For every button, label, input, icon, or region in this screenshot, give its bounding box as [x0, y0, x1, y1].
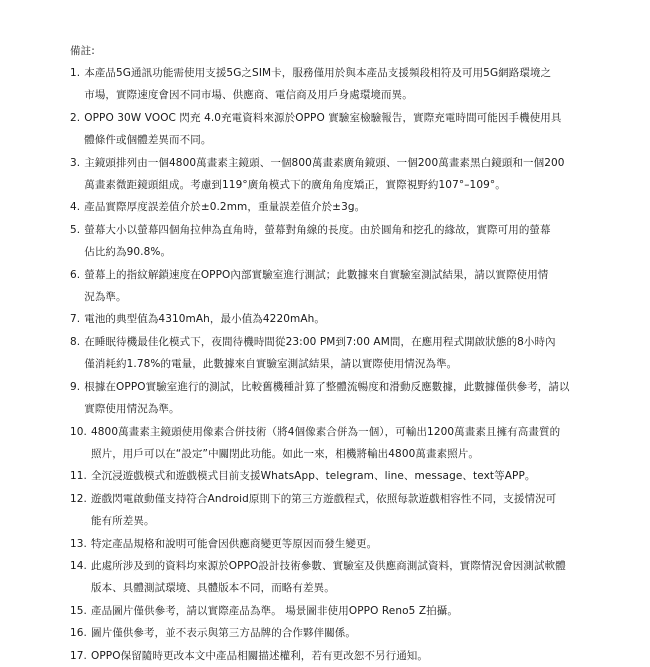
note-line: 電池的典型值為4310mAh，最小值為4220mAh。 [84, 313, 325, 326]
note-item [70, 555, 590, 600]
note-number: 3. [70, 156, 81, 169]
note-item [70, 645, 590, 667]
note-number: 5. [70, 223, 81, 236]
note-line: 產品圖片僅供參考，請以實際產品為準。 場景圖非使用OPPO Reno5 Z拍攝。 [91, 604, 458, 617]
note-line: 遊戲閃電啟動僅支持符合Android原則下的第三方遊戲程式，依照每款遊戲相容性不同，支援情況可 [91, 492, 557, 505]
note-line: 此處所涉及到的資料均來源於OPPO設計技術參數、實驗室及供應商測試資料，實際情況會因測試軟體 [91, 559, 566, 572]
note-number: 17. [70, 649, 87, 662]
note-number: 12. [70, 492, 87, 505]
note-line: 況為準。 [84, 291, 127, 304]
note-number: 15. [70, 604, 87, 617]
note-text [91, 421, 590, 466]
note-text [91, 600, 590, 622]
note-text [84, 219, 590, 264]
note-line: 全沉浸遊戲模式和遊戲模式目前支援WhatsApp、telegram、line、message、text等APP。 [91, 470, 536, 483]
note-text [84, 376, 590, 421]
note-line: 僅消耗約1.78%的電量，此數據來自實驗室測試結果，請以實際使用情況為準。 [84, 358, 458, 371]
note-text [84, 264, 590, 309]
note-line: OPPO 30W VOOC 閃充 4.0充電資料來源於OPPO 實驗室檢驗報告，實際充電時間可能因手機使用具 [84, 111, 562, 124]
note-text [84, 196, 590, 218]
note-line: 實際使用情況為準。 [84, 403, 180, 416]
note-line: 萬畫素微距鏡頭組成。考慮到119°廣角模式下的廣角角度矯正，實際視野約107°–109°。 [84, 179, 506, 192]
note-item [70, 600, 590, 622]
note-item [70, 196, 590, 218]
note-number: 16. [70, 627, 87, 640]
note-number: 6. [70, 268, 81, 281]
note-item [70, 152, 590, 197]
notes-title: 備註: [70, 45, 95, 57]
note-number: 13. [70, 537, 87, 550]
note-text [91, 622, 590, 644]
note-text [91, 465, 590, 487]
note-item [70, 376, 590, 421]
note-item [70, 622, 590, 644]
note-item [70, 107, 590, 152]
note-line: 體條件或個體差異而不同。 [84, 134, 212, 147]
note-line: 主鏡頭排列由一個4800萬畫素主鏡頭、一個800萬畫素廣角鏡頭、一個200萬畫素黑白鏡頭和一個200 [84, 156, 565, 169]
note-item [70, 219, 590, 264]
note-text [91, 533, 590, 555]
note-number: 8. [70, 335, 81, 348]
note-number: 4. [70, 201, 81, 214]
note-line: 根據在OPPO實驗室進行的測試，比較舊機種計算了整體流暢度和滑動反應數據，此數據僅供參考，請以 [84, 380, 570, 393]
note-line: 螢幕大小以螢幕四個角拉伸為直角時，螢幕對角線的長度。由於圓角和挖孔的緣故，實際可用的螢幕 [84, 223, 551, 236]
note-item [70, 308, 590, 330]
note-line: 市場，實際速度會因不同市場、供應商、電信商及用戶身處環境而異。 [84, 89, 413, 102]
note-line: 在睡眠待機最佳化模式下，夜間待機時間從23:00 PM到7:00 AM間，在應用程式開啟狀態的8小時內 [84, 335, 556, 348]
note-line: 圖片僅供參考，並不表示與第三方品牌的合作夥伴關係。 [91, 627, 356, 640]
note-text [84, 152, 590, 197]
note-text [91, 645, 590, 667]
note-item [70, 533, 590, 555]
note-line: 螢幕上的指紋解鎖速度在OPPO內部實驗室進行測試；此數據來自實驗室測試結果，請以實際使用情 [84, 268, 549, 281]
note-number: 11. [70, 470, 87, 483]
note-line: 本產品5G通訊功能需使用支援5G之SIM卡，服務僅用於與本產品支援頻段相符及可用5G網路環境之 [84, 67, 552, 79]
note-list [70, 62, 590, 667]
note-item [70, 488, 590, 533]
note-number: 10. [70, 425, 87, 438]
note-text [84, 62, 590, 107]
note-number: 7. [70, 313, 81, 326]
note-line: 照片，用戶可以在“設定”中關閉此功能。如此一來，相機將輸出4800萬畫素照片。 [91, 447, 479, 460]
note-text [91, 488, 590, 533]
note-number: 9. [70, 380, 81, 393]
note-number: 2. [70, 111, 81, 124]
note-text [91, 555, 590, 600]
note-number: 14. [70, 559, 87, 572]
note-number: 1. [70, 67, 81, 79]
note-line: 4800萬畫素主鏡頭使用像素合併技術（將4個像素合併為一個），可輸出1200萬畫素且擁有高畫質的 [91, 425, 561, 438]
note-item [70, 465, 590, 487]
note-text [84, 331, 590, 376]
note-text [84, 308, 590, 330]
note-item [70, 421, 590, 466]
note-line: OPPO保留隨時更改本文中產品相關描述權利，若有更改恕不另行通知。 [91, 649, 428, 662]
note-line: 版本、具體測試環境、具體版本不同，而略有差異。 [91, 582, 335, 595]
note-text [84, 107, 590, 152]
note-item [70, 331, 590, 376]
note-item [70, 264, 590, 309]
note-line: 能有所差異。 [91, 515, 155, 528]
note-item [70, 62, 590, 107]
note-line: 產品實際厚度誤差值介於±0.2mm，重量誤差值介於±3g。 [84, 201, 366, 214]
note-line: 佔比約為90.8%。 [84, 246, 172, 259]
notes-section [70, 40, 590, 667]
note-line: 特定產品規格和說明可能會因供應商變更等原因而發生變更。 [91, 537, 378, 550]
